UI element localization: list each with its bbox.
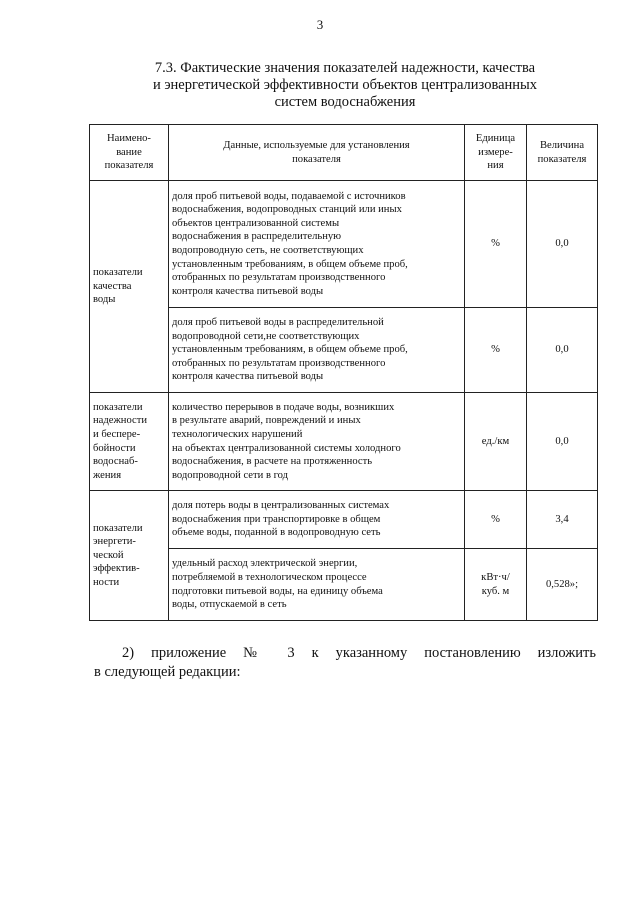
desc-line: доля проб питьевой воды в распределительной [172,317,384,329]
group-name-line: водоснаб- [93,456,138,468]
row-value: 3,4 [527,491,598,549]
desc-line: контроля качества питьевой воды [172,371,324,383]
group-name-line: эффектив- [93,563,140,575]
header-value-line: Величина [539,139,585,151]
row-unit [465,181,527,308]
row-value: 0,528»; [527,549,598,621]
group-name-line: энергети- [93,536,136,548]
group-name-line: воды [93,294,116,306]
unit-line: % [491,238,500,250]
unit-line: % [491,344,500,356]
row-unit [465,393,527,491]
desc-line: потребляемой в технологическом процессе [172,571,367,583]
section-heading [95,60,595,111]
header-data [169,125,465,181]
row-description [169,308,465,393]
unit-line: % [491,513,500,525]
header-unit-line: измере- [478,146,513,158]
header-unit-line: Единица [475,133,516,145]
row-value: 0,0 [527,181,598,308]
paragraph-line-2: в следующей редакции: [94,664,241,680]
desc-line: количество перерывов в подаче воды, возникших [172,401,395,413]
header-value-line: показателя [537,153,587,165]
group-name-energy [90,491,169,621]
group-name-line: ности [93,576,120,588]
group-name-line: качества [93,280,132,292]
paragraph-line-1: 2) приложение № 3 к указанному постановлению изложить [122,645,596,661]
desc-line: удельный расход электрической энергии, [172,558,358,570]
row-description [169,491,465,549]
header-name [90,125,169,181]
desc-line: объектов централизованной системы [172,217,340,229]
desc-line: установленным требованиям, в общем объеме проб, [172,344,408,356]
group-name-reliability [90,393,169,491]
desc-line: водоснабжения, в расчете на протяженность [172,456,373,468]
group-name-line: жения [93,469,122,481]
group-name-line: надежности [93,415,148,427]
desc-line: доля потерь воды в централизованных системах [172,500,390,512]
unit-line: кВт·ч/ [481,571,510,583]
heading-line-3: систем водоснабжения [274,94,416,110]
table-row [90,491,598,549]
desc-line: установленным требованиям, в общем объеме проб, [172,258,408,270]
desc-line: водоснабжения при транспортировке в общем [172,513,381,525]
row-value: 0,0 [527,393,598,491]
desc-line: на объектах централизованной системы холодного [172,442,401,454]
header-value [527,125,598,181]
page-number: 3 [316,17,324,32]
row-unit [465,549,527,621]
unit-line: ед./км [481,435,510,447]
desc-line: в результате аварий, повреждений и иных [172,415,361,427]
row-unit [465,491,527,549]
group-name-line: ческой [93,549,124,561]
header-unit [465,125,527,181]
group-name-line: и беспере- [93,428,141,440]
desc-line: водопроводной сети в год [172,469,289,481]
unit-line: куб. м [481,585,510,597]
desc-line: объеме воды, поданной в водопроводную сеть [172,527,381,539]
table-header-row [90,125,598,181]
group-name-quality [90,181,169,393]
desc-line: доля проб питьевой воды, подаваемой с источников [172,190,406,202]
indicators-table [89,124,598,621]
desc-line: водопроводной сети,не соответствующих [172,330,360,342]
header-name-line: Наимено- [107,133,151,145]
heading-line-2: и энергетической эффективности объектов централизованных [152,77,538,93]
header-name-line: вание [116,146,142,158]
heading-line-1: 7.3. Фактические значения показателей надежности, качества [154,60,536,76]
row-unit [465,308,527,393]
group-name-line: бойности [93,442,136,454]
header-data-line: показателя [292,153,341,165]
table-row [90,181,598,308]
header-data-line: Данные, используемые для установления [223,139,410,151]
desc-line: водоснабжения, водопроводных станций или иных [172,204,402,216]
row-description [169,393,465,491]
desc-line: технологических нарушений [172,428,303,440]
group-name-line: показатели [93,267,143,279]
row-description [169,181,465,308]
desc-line: отобранных по результатам производственного [172,357,386,369]
desc-line: воды, отпускаемой в сеть [172,599,287,611]
group-name-line: показатели [93,401,143,413]
header-name-line: показателя [104,160,154,172]
row-value: 0,0 [527,308,598,393]
amendment-paragraph [94,644,596,682]
header-unit-line: ния [487,160,504,172]
desc-line: отобранных по результатам производственного [172,272,386,284]
table-row [90,393,598,491]
desc-line: контроля качества питьевой воды [172,285,324,297]
desc-line: подготовки питьевой воды, на единицу объема [172,585,383,597]
row-description [169,549,465,621]
desc-line: водопроводную сеть, не соответствующих [172,245,364,256]
group-name-line: показатели [93,522,143,534]
desc-line: водоснабжения в распределительную [172,231,342,243]
